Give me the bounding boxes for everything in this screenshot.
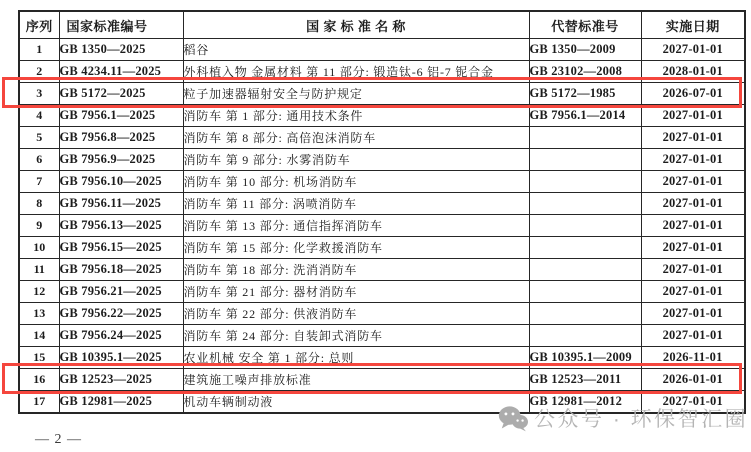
table-row	[19, 281, 745, 303]
cell-replaced	[529, 237, 641, 259]
cell-replaced: GB 23102—2008	[529, 61, 641, 83]
cell-replaced: GB 7956.1—2014	[529, 105, 641, 127]
cell-name: 消防车 第 9 部分: 水雾消防车	[183, 149, 529, 171]
cell-code: GB 7956.11—2025	[59, 193, 183, 215]
cell-replaced	[529, 281, 641, 303]
table-row	[19, 259, 745, 281]
cell-code: GB 7956.22—2025	[59, 303, 183, 325]
cell-code: GB 5172—2025	[59, 83, 183, 105]
table-row	[19, 105, 745, 127]
cell-date: 2027-01-01	[641, 215, 745, 237]
cell-date: 2027-01-01	[641, 325, 745, 347]
cell-name: 外科植入物 金属材料 第 11 部分: 锻造钛-6 铝-7 铌合金	[183, 61, 529, 83]
table-row	[19, 39, 745, 61]
cell-replaced	[529, 325, 641, 347]
header-seq: 序列	[19, 11, 59, 39]
cell-seq: 8	[19, 193, 59, 215]
cell-seq: 11	[19, 259, 59, 281]
cell-replaced	[529, 127, 641, 149]
cell-code: GB 12981—2025	[59, 391, 183, 414]
cell-seq: 1	[19, 39, 59, 61]
cell-name: 粒子加速器辐射安全与防护规定	[183, 83, 529, 105]
header-replaced: 代替标准号	[529, 11, 641, 39]
cell-name: 机动车辆制动液	[183, 391, 529, 414]
cell-replaced	[529, 215, 641, 237]
page-number: — 2 —	[35, 432, 82, 447]
cell-date: 2027-01-01	[641, 39, 745, 61]
cell-seq: 10	[19, 237, 59, 259]
cell-seq: 5	[19, 127, 59, 149]
cell-seq: 16	[19, 369, 59, 391]
cell-code: GB 7956.21—2025	[59, 281, 183, 303]
cell-name: 稻谷	[183, 39, 529, 61]
cell-code: GB 7956.13—2025	[59, 215, 183, 237]
table-row	[19, 149, 745, 171]
cell-seq: 7	[19, 171, 59, 193]
cell-name: 消防车 第 21 部分: 器材消防车	[183, 281, 529, 303]
cell-replaced	[529, 149, 641, 171]
cell-date: 2027-01-01	[641, 193, 745, 215]
cell-seq: 13	[19, 303, 59, 325]
header-date: 实施日期	[641, 11, 745, 39]
cell-replaced: GB 5172—1985	[529, 83, 641, 105]
table-row	[19, 369, 745, 391]
cell-date: 2027-01-01	[641, 259, 745, 281]
cell-date: 2026-07-01	[641, 83, 745, 105]
cell-name: 消防车 第 8 部分: 高倍泡沫消防车	[183, 127, 529, 149]
cell-code: GB 7956.8—2025	[59, 127, 183, 149]
cell-date: 2027-01-01	[641, 171, 745, 193]
cell-date: 2027-01-01	[641, 105, 745, 127]
cell-replaced	[529, 193, 641, 215]
cell-name: 消防车 第 22 部分: 供液消防车	[183, 303, 529, 325]
table-row	[19, 237, 745, 259]
cell-date: 2028-01-01	[641, 61, 745, 83]
cell-code: GB 4234.11—2025	[59, 61, 183, 83]
cell-seq: 6	[19, 149, 59, 171]
cell-name: 建筑施工噪声排放标准	[183, 369, 529, 391]
cell-code: GB 7956.24—2025	[59, 325, 183, 347]
table-row	[19, 127, 745, 149]
header-code: 国家标准编号	[59, 11, 183, 39]
cell-seq: 4	[19, 105, 59, 127]
cell-date: 2027-01-01	[641, 237, 745, 259]
cell-replaced	[529, 303, 641, 325]
cell-name: 消防车 第 24 部分: 自装卸式消防车	[183, 325, 529, 347]
table-row	[19, 347, 745, 369]
standards-table	[18, 10, 746, 414]
cell-name: 消防车 第 1 部分: 通用技术条件	[183, 105, 529, 127]
cell-seq: 2	[19, 61, 59, 83]
table-row	[19, 83, 745, 105]
cell-seq: 3	[19, 83, 59, 105]
cell-replaced: GB 12981—2012	[529, 391, 641, 414]
cell-name: 消防车 第 10 部分: 机场消防车	[183, 171, 529, 193]
table-body	[19, 39, 745, 414]
cell-name: 消防车 第 11 部分: 涡喷消防车	[183, 193, 529, 215]
cell-seq: 9	[19, 215, 59, 237]
cell-code: GB 10395.1—2025	[59, 347, 183, 369]
cell-date: 2027-01-01	[641, 127, 745, 149]
table-row	[19, 325, 745, 347]
cell-seq: 17	[19, 391, 59, 414]
table-row	[19, 171, 745, 193]
cell-code: GB 7956.9—2025	[59, 149, 183, 171]
table-row	[19, 215, 745, 237]
cell-code: GB 7956.18—2025	[59, 259, 183, 281]
cell-code: GB 12523—2025	[59, 369, 183, 391]
table-row	[19, 303, 745, 325]
cell-date: 2027-01-01	[641, 281, 745, 303]
cell-code: GB 7956.10—2025	[59, 171, 183, 193]
cell-name: 农业机械 安全 第 1 部分: 总则	[183, 347, 529, 369]
watermark-text: 公众号 · 环保智汇圈	[534, 408, 749, 431]
cell-code: GB 7956.1—2025	[59, 105, 183, 127]
cell-date: 2026-11-01	[641, 347, 745, 369]
cell-code: GB 1350—2025	[59, 39, 183, 61]
header-row	[19, 11, 745, 39]
cell-replaced	[529, 259, 641, 281]
wechat-icon	[498, 405, 528, 432]
cell-name: 消防车 第 15 部分: 化学救援消防车	[183, 237, 529, 259]
watermark	[498, 403, 748, 433]
cell-seq: 15	[19, 347, 59, 369]
cell-date: 2027-01-01	[641, 149, 745, 171]
table-row	[19, 61, 745, 83]
cell-name: 消防车 第 18 部分: 洗消消防车	[183, 259, 529, 281]
cell-replaced: GB 10395.1—2009	[529, 347, 641, 369]
cell-replaced: GB 1350—2009	[529, 39, 641, 61]
cell-name: 消防车 第 13 部分: 通信指挥消防车	[183, 215, 529, 237]
cell-seq: 14	[19, 325, 59, 347]
cell-replaced	[529, 171, 641, 193]
cell-seq: 12	[19, 281, 59, 303]
cell-date: 2026-01-01	[641, 369, 745, 391]
cell-replaced: GB 12523—2011	[529, 369, 641, 391]
cell-code: GB 7956.15—2025	[59, 237, 183, 259]
cell-date: 2027-01-01	[641, 303, 745, 325]
table-row	[19, 193, 745, 215]
cell-date: 2027-01-01	[641, 391, 745, 414]
header-name: 国 家 标 准 名 称	[183, 11, 529, 39]
